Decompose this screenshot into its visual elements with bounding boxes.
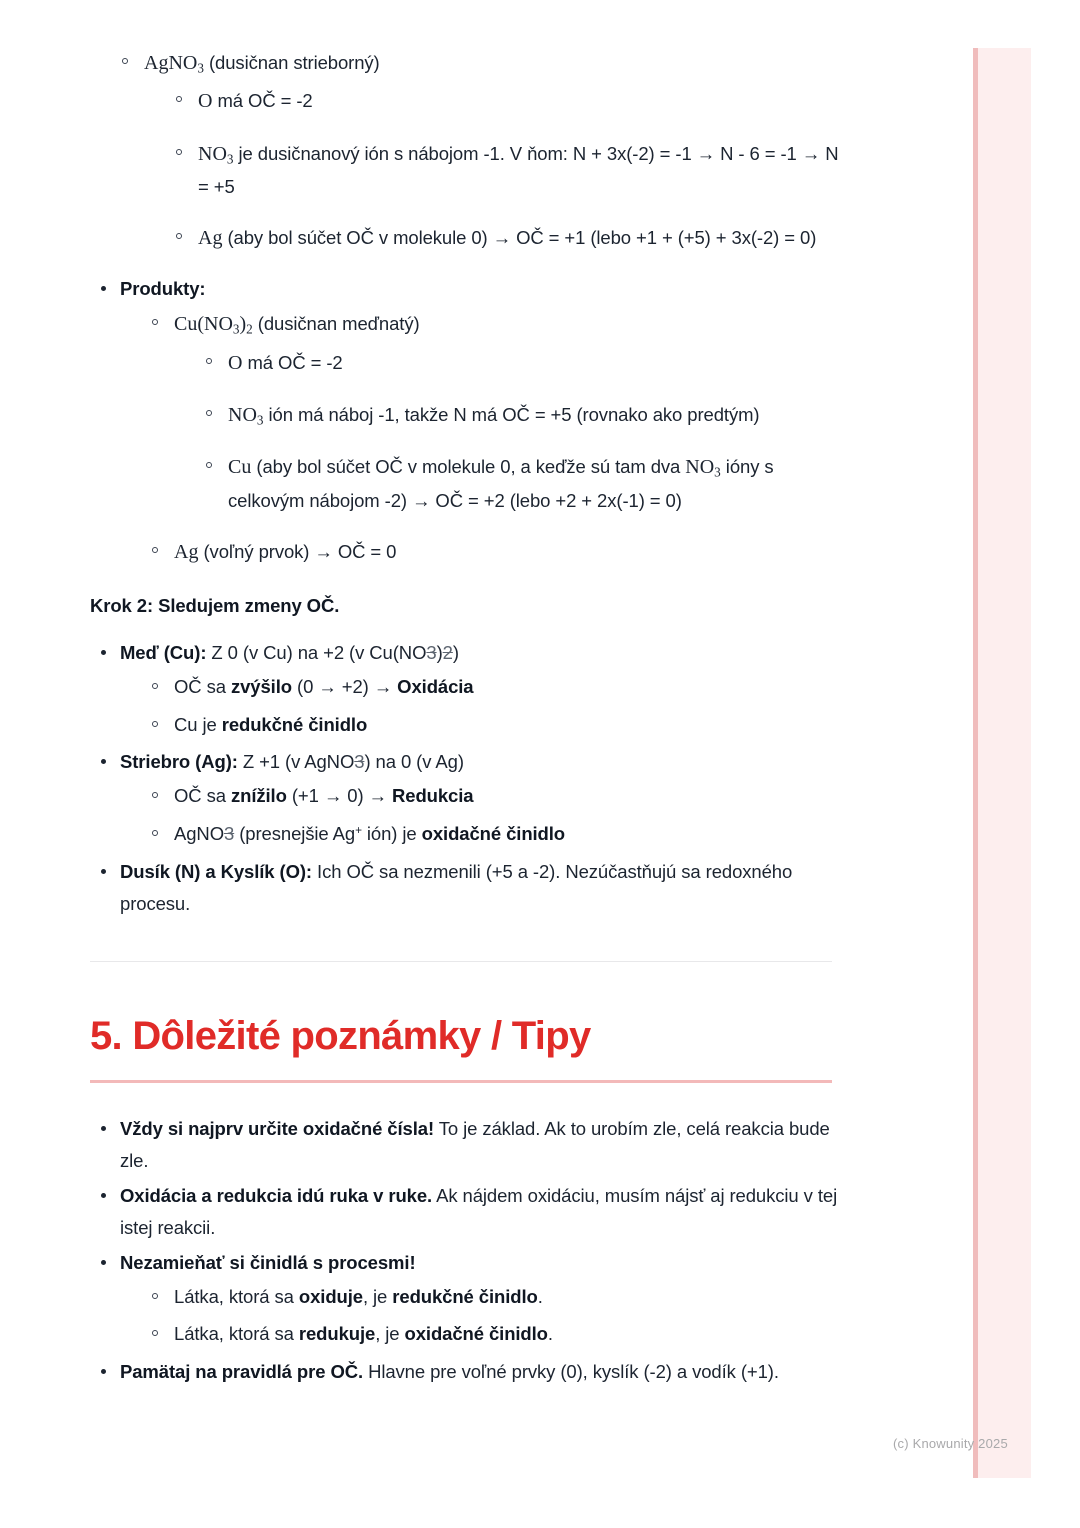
list-item-tip-dont-confuse [90,1247,840,1350]
product-oxygen-oc-text: má OČ = -2 [242,351,343,373]
nitrate-calc-text: je dusičnanový ión s nábojom -1. V ňom: N + 3x(-2) = -1 → N - 6 = -1 → N = +5 [198,142,839,198]
tip-remember-rules-rest: Hlavne pre voľné prvky (0), kyslík (-2) a vodík (+1). [363,1361,779,1383]
reduces-pre: Látka, ktorá sa [174,1323,299,1345]
list-item-silver-change [90,746,840,849]
element-o: O [228,351,243,374]
list-item-tip-determine-oc [90,1113,840,1177]
tip-dont-confuse-bold: Nezamieňať si činidlá s procesmi! [120,1251,416,1273]
formula-no3-inline: $NO_3$ [685,456,721,481]
tip-remember-rules-bold: Pamätaj na pravidlá pre OČ. [120,1361,364,1383]
free-silver-text: (voľný prvok) → OČ = 0 [198,540,397,562]
right-edge-decorative-band [973,48,1031,1478]
copper-change-text-c: ) [452,641,459,663]
silver-change-text-a: Z +1 (v AgNO [237,751,355,773]
section-divider [90,961,832,962]
oxidizes-pre: Látka, ktorá sa [174,1285,299,1307]
element-cu: Cu [228,456,252,479]
products-list [90,273,840,569]
oxidizing-agent-bold: oxidačné činidlo [404,1323,548,1345]
tip-hand-in-hand-bold: Oxidácia a redukcia idú ruka v ruke. [120,1185,433,1207]
list-item-copper-change [90,637,840,740]
reduction-mid: (+1 → 0) → [286,785,392,807]
tip-hand-in-hand-rest: Ak nájdem oxidáciu, musím nájsť aj redukciu v tej istej reakcii. [120,1185,838,1238]
oxidizes-mid: , je [362,1285,393,1307]
products-sublist [120,307,840,569]
list-item-cu-no3-2 [138,307,840,516]
oxidizing-agent-mid: (presnejšie Ag [234,823,356,845]
copyright-watermark: (c) Knowunity 2025 [893,1436,1008,1451]
oxidation-mid: (0 → +2) → [291,675,398,697]
list-item-tip-hand-in-hand [90,1180,840,1244]
step2-list [90,637,840,920]
list-item-agno3 [108,46,840,255]
list-item-reducing-agent-cu [138,709,840,741]
formula-agno3-name: (dusičnan strieborný) [203,52,380,73]
tips-heading-rule [90,1080,832,1083]
reduces-bold: redukuje [298,1323,376,1345]
struck-subscript-3: 3 [426,641,437,663]
list-item-products [90,273,840,569]
reactants-sublist [90,46,840,255]
oxidizes-bold: oxiduje [298,1285,363,1307]
silver-change-sublist [120,780,840,850]
silver-change-text-b: ) na 0 (v Ag) [364,751,464,773]
list-item-oxidizes-is-reducing-agent [138,1281,840,1313]
reduces-post: . [547,1323,553,1345]
oxidizing-agent-bold: oxidačné činidlo [421,823,566,845]
product-nitrate-oc-text: ión má náboj -1, takže N má OČ = +5 (rovnako ako predtým) [263,403,760,425]
reducing-agent-cu-bold: redukčné činidlo [221,713,368,735]
silver-change-label: Striebro (Ag): [120,751,238,773]
reducing-agent-bold: redukčné činidlo [392,1285,538,1307]
reduction-bold-label: Redukcia [392,785,474,807]
list-item-nitrate-calc [162,137,840,203]
reducing-agent-cu-pre: Cu je [174,713,222,735]
reduces-mid: , je [375,1323,405,1345]
tips-list [90,1113,840,1388]
list-item-tip-remember-rules [90,1356,840,1388]
element-ag: Ag [198,226,223,249]
tip-dont-confuse-sublist [120,1281,840,1351]
cu-no3-2-detail-list [174,346,840,517]
struck-subscript-3: 3 [354,751,365,773]
copper-oc-text-b: ióny s celkovým nábojom -2) → OČ = +2 (lebo +2 + 2x(-1) = 0) [228,456,774,511]
superscript-plus: + [355,823,362,838]
oxygen-oc-text: má OČ = -2 [212,90,313,112]
copper-change-sublist [120,671,840,741]
spectator-text: Ich OČ sa nezmenili (+5 a -2). Nezúčastňujú sa redoxného procesu. [120,860,793,914]
reduction-bold-decreased: znížilo [230,785,287,807]
element-o: O [198,90,213,113]
list-item-spectator-elements [90,856,840,920]
oxidizes-post: . [537,1285,543,1307]
step2-heading: Krok 2: Sledujem zmeny OČ. [90,594,340,616]
oxidizing-agent-mid2: ión) je [361,823,422,845]
list-item-reduction [138,780,840,812]
spectator-label: Dusík (N) a Kyslík (O): [120,860,312,882]
agno3-detail-list [144,84,840,255]
list-item-product-oxygen-oc [192,346,840,380]
formula-cu-no3-2-name: (dusičnan meďnatý) [252,313,420,335]
list-item-oxidation [138,671,840,703]
oxidation-bold-increased: zvýšilo [230,675,292,697]
oxidation-pre: OČ sa [174,675,231,697]
list-item-copper-oc [192,450,840,516]
struck-subscript-2: 2 [442,641,453,663]
formula-agno3: AgNO$_3$ [144,52,204,76]
copper-oc-text-a: (aby bol súčet OČ v molekule 0, a keďže sú tam dva [251,456,686,478]
oxidizing-agent-pre: AgNO [174,823,224,845]
list-item-oxidizing-agent-agno3 [138,818,840,850]
formula-cu-no3-2: $Cu(NO_3)_2$ [174,313,253,337]
formula-no3: $NO_3$ [228,403,264,428]
formula-no3: $NO_3$ [198,142,234,167]
silver-oc-text: (aby bol súčet OČ v molekule 0) → OČ = +1 (lebo +1 + (+5) + 3x(-2) = 0) [222,226,817,248]
copper-change-text-a: Z 0 (v Cu) na +2 (v Cu(NO [206,641,427,663]
tips-section-heading: 5. Dôležité poznámky / Tipy [90,1014,591,1059]
products-label: Produkty: [120,278,206,300]
copper-change-text-b: ) [436,641,443,663]
list-item-reduces-is-oxidizing-agent [138,1318,840,1350]
list-item-product-nitrate-oc [192,398,840,432]
list-item-free-silver [138,535,840,569]
copper-change-label: Meď (Cu): [120,641,207,663]
element-ag: Ag [174,540,199,563]
oxidation-bold-label: Oxidácia [397,675,474,697]
reduction-pre: OČ sa [174,785,231,807]
struck-subscript-3: 3 [223,823,235,845]
tip-determine-oc-rest: To je základ. Ak to urobím zle, celá reakcia bude zle. [120,1118,830,1172]
list-item-oxygen-oc [162,84,840,118]
list-item-silver-oc [162,221,840,255]
tip-determine-oc-bold: Vždy si najprv určite oxidačné čísla! [120,1118,435,1140]
